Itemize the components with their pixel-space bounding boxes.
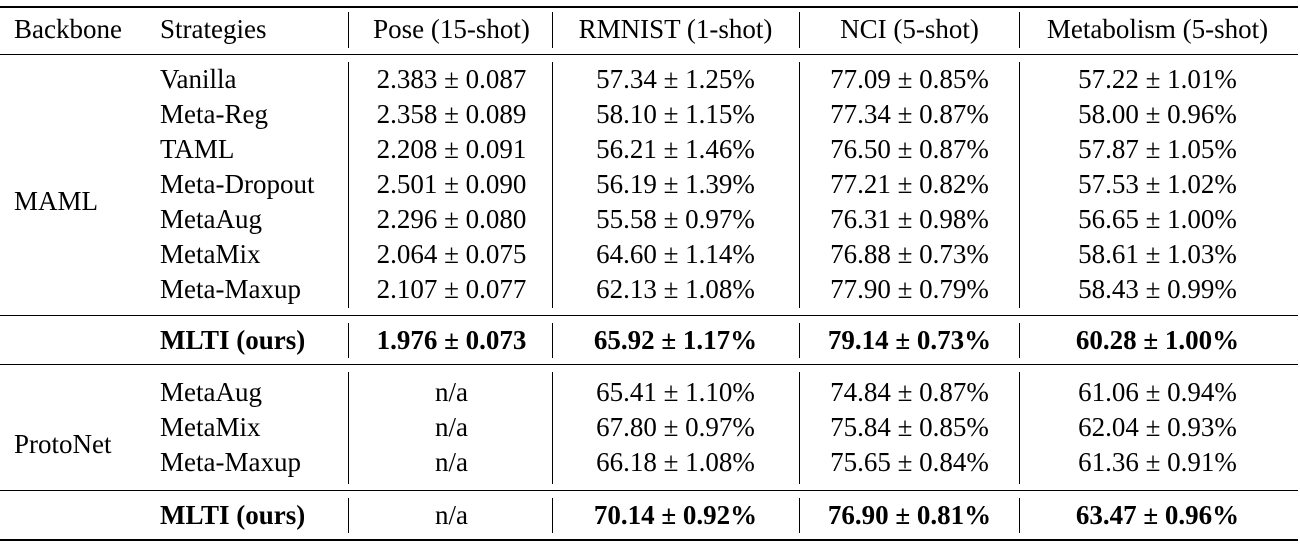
ours-strategy-cell: MLTI (ours) (160, 500, 306, 530)
pose-cell: n/a (435, 412, 468, 442)
col-separator (348, 12, 349, 48)
rmnist-cell: 57.34 ± 1.25% (596, 64, 755, 94)
pose-cell: 2.383 ± 0.087 (376, 64, 527, 94)
metabolism-cell: 57.53 ± 1.02% (1078, 169, 1237, 199)
header-strategies: Strategies (160, 14, 267, 44)
backbone-label-protonet: ProtoNet (14, 429, 112, 459)
section-rule (0, 364, 1298, 365)
protonet-ours-rule (0, 490, 1298, 491)
nci-cell: 75.84 ± 0.85% (830, 412, 989, 442)
rmnist-cell: 66.18 ± 1.08% (596, 447, 755, 477)
nci-cell: 77.09 ± 0.85% (830, 64, 989, 94)
strategy-cell: MetaAug (160, 377, 262, 407)
col-separator (799, 323, 800, 358)
ours-rmnist-cell: 70.14 ± 0.92% (593, 500, 758, 530)
header-pose: Pose (15-shot) (373, 14, 530, 44)
header-metabolism: Metabolism (5-shot) (1046, 14, 1269, 44)
backbone-label-maml: MAML (14, 186, 99, 216)
pose-cell: 2.064 ± 0.075 (376, 239, 527, 269)
metabolism-cell: 61.36 ± 0.91% (1078, 447, 1237, 477)
ours-nci-cell: 76.90 ± 0.81% (827, 500, 992, 530)
strategy-cell: Vanilla (160, 64, 237, 94)
metabolism-cell: 62.04 ± 0.93% (1078, 412, 1237, 442)
rmnist-cell: 67.80 ± 0.97% (596, 412, 755, 442)
ours-metabolism-cell: 63.47 ± 0.96% (1075, 500, 1240, 530)
col-separator (348, 372, 349, 484)
ours-rmnist-cell: 65.92 ± 1.17% (593, 325, 758, 355)
metabolism-cell: 61.06 ± 0.94% (1078, 377, 1237, 407)
maml-ours-rule (0, 315, 1298, 316)
metabolism-cell: 58.43 ± 0.99% (1078, 274, 1237, 304)
nci-cell: 77.34 ± 0.87% (830, 99, 989, 129)
strategy-cell: MetaAug (160, 204, 262, 234)
rmnist-cell: 55.58 ± 0.97% (596, 204, 755, 234)
metabolism-cell: 58.61 ± 1.03% (1078, 239, 1237, 269)
header-rmnist: RMNIST (1-shot) (578, 14, 773, 44)
nci-cell: 75.65 ± 0.84% (830, 447, 989, 477)
pose-cell: n/a (435, 377, 468, 407)
ours-nci-cell: 79.14 ± 0.73% (827, 325, 992, 355)
nci-cell: 76.88 ± 0.73% (830, 239, 989, 269)
metabolism-cell: 57.22 ± 1.01% (1078, 64, 1237, 94)
col-separator (799, 372, 800, 484)
col-separator (348, 323, 349, 358)
col-separator (348, 498, 349, 533)
rmnist-cell: 62.13 ± 1.08% (596, 274, 755, 304)
top-rule (0, 6, 1298, 8)
ours-pose-cell: n/a (435, 500, 468, 530)
strategy-cell: Meta-Dropout (160, 169, 315, 199)
bottom-rule (0, 539, 1298, 541)
strategy-cell: Meta-Reg (160, 99, 268, 129)
rmnist-cell: 56.19 ± 1.39% (596, 169, 755, 199)
metabolism-cell: 56.65 ± 1.00% (1078, 204, 1237, 234)
rmnist-cell: 56.21 ± 1.46% (596, 134, 755, 164)
ours-strategy-cell: MLTI (ours) (160, 325, 306, 355)
header-rule (0, 54, 1298, 55)
col-separator (799, 62, 800, 308)
nci-cell: 76.50 ± 0.87% (830, 134, 989, 164)
strategy-cell: Meta-Maxup (160, 447, 301, 477)
strategy-cell: MetaMix (160, 412, 261, 442)
strategy-cell: MetaMix (160, 239, 261, 269)
header-backbone: Backbone (14, 14, 122, 44)
pose-cell: 2.208 ± 0.091 (376, 134, 527, 164)
pose-cell: n/a (435, 447, 468, 477)
nci-cell: 76.31 ± 0.98% (830, 204, 989, 234)
ours-metabolism-cell: 60.28 ± 1.00% (1075, 325, 1240, 355)
col-separator (348, 62, 349, 308)
metabolism-cell: 58.00 ± 0.96% (1078, 99, 1237, 129)
ours-pose-cell: 1.976 ± 0.073 (376, 325, 527, 355)
rmnist-cell: 65.41 ± 1.10% (596, 377, 755, 407)
metabolism-cell: 57.87 ± 1.05% (1078, 134, 1237, 164)
nci-cell: 74.84 ± 0.87% (830, 377, 989, 407)
pose-cell: 2.296 ± 0.080 (376, 204, 527, 234)
strategy-cell: Meta-Maxup (160, 274, 301, 304)
nci-cell: 77.90 ± 0.79% (830, 274, 989, 304)
col-separator (799, 12, 800, 48)
col-separator (799, 498, 800, 533)
rmnist-cell: 64.60 ± 1.14% (596, 239, 755, 269)
nci-cell: 77.21 ± 0.82% (830, 169, 989, 199)
pose-cell: 2.358 ± 0.089 (376, 99, 527, 129)
pose-cell: 2.501 ± 0.090 (376, 169, 527, 199)
strategy-cell: TAML (160, 134, 235, 164)
header-nci: NCI (5-shot) (840, 14, 979, 44)
pose-cell: 2.107 ± 0.077 (376, 274, 527, 304)
rmnist-cell: 58.10 ± 1.15% (596, 99, 755, 129)
